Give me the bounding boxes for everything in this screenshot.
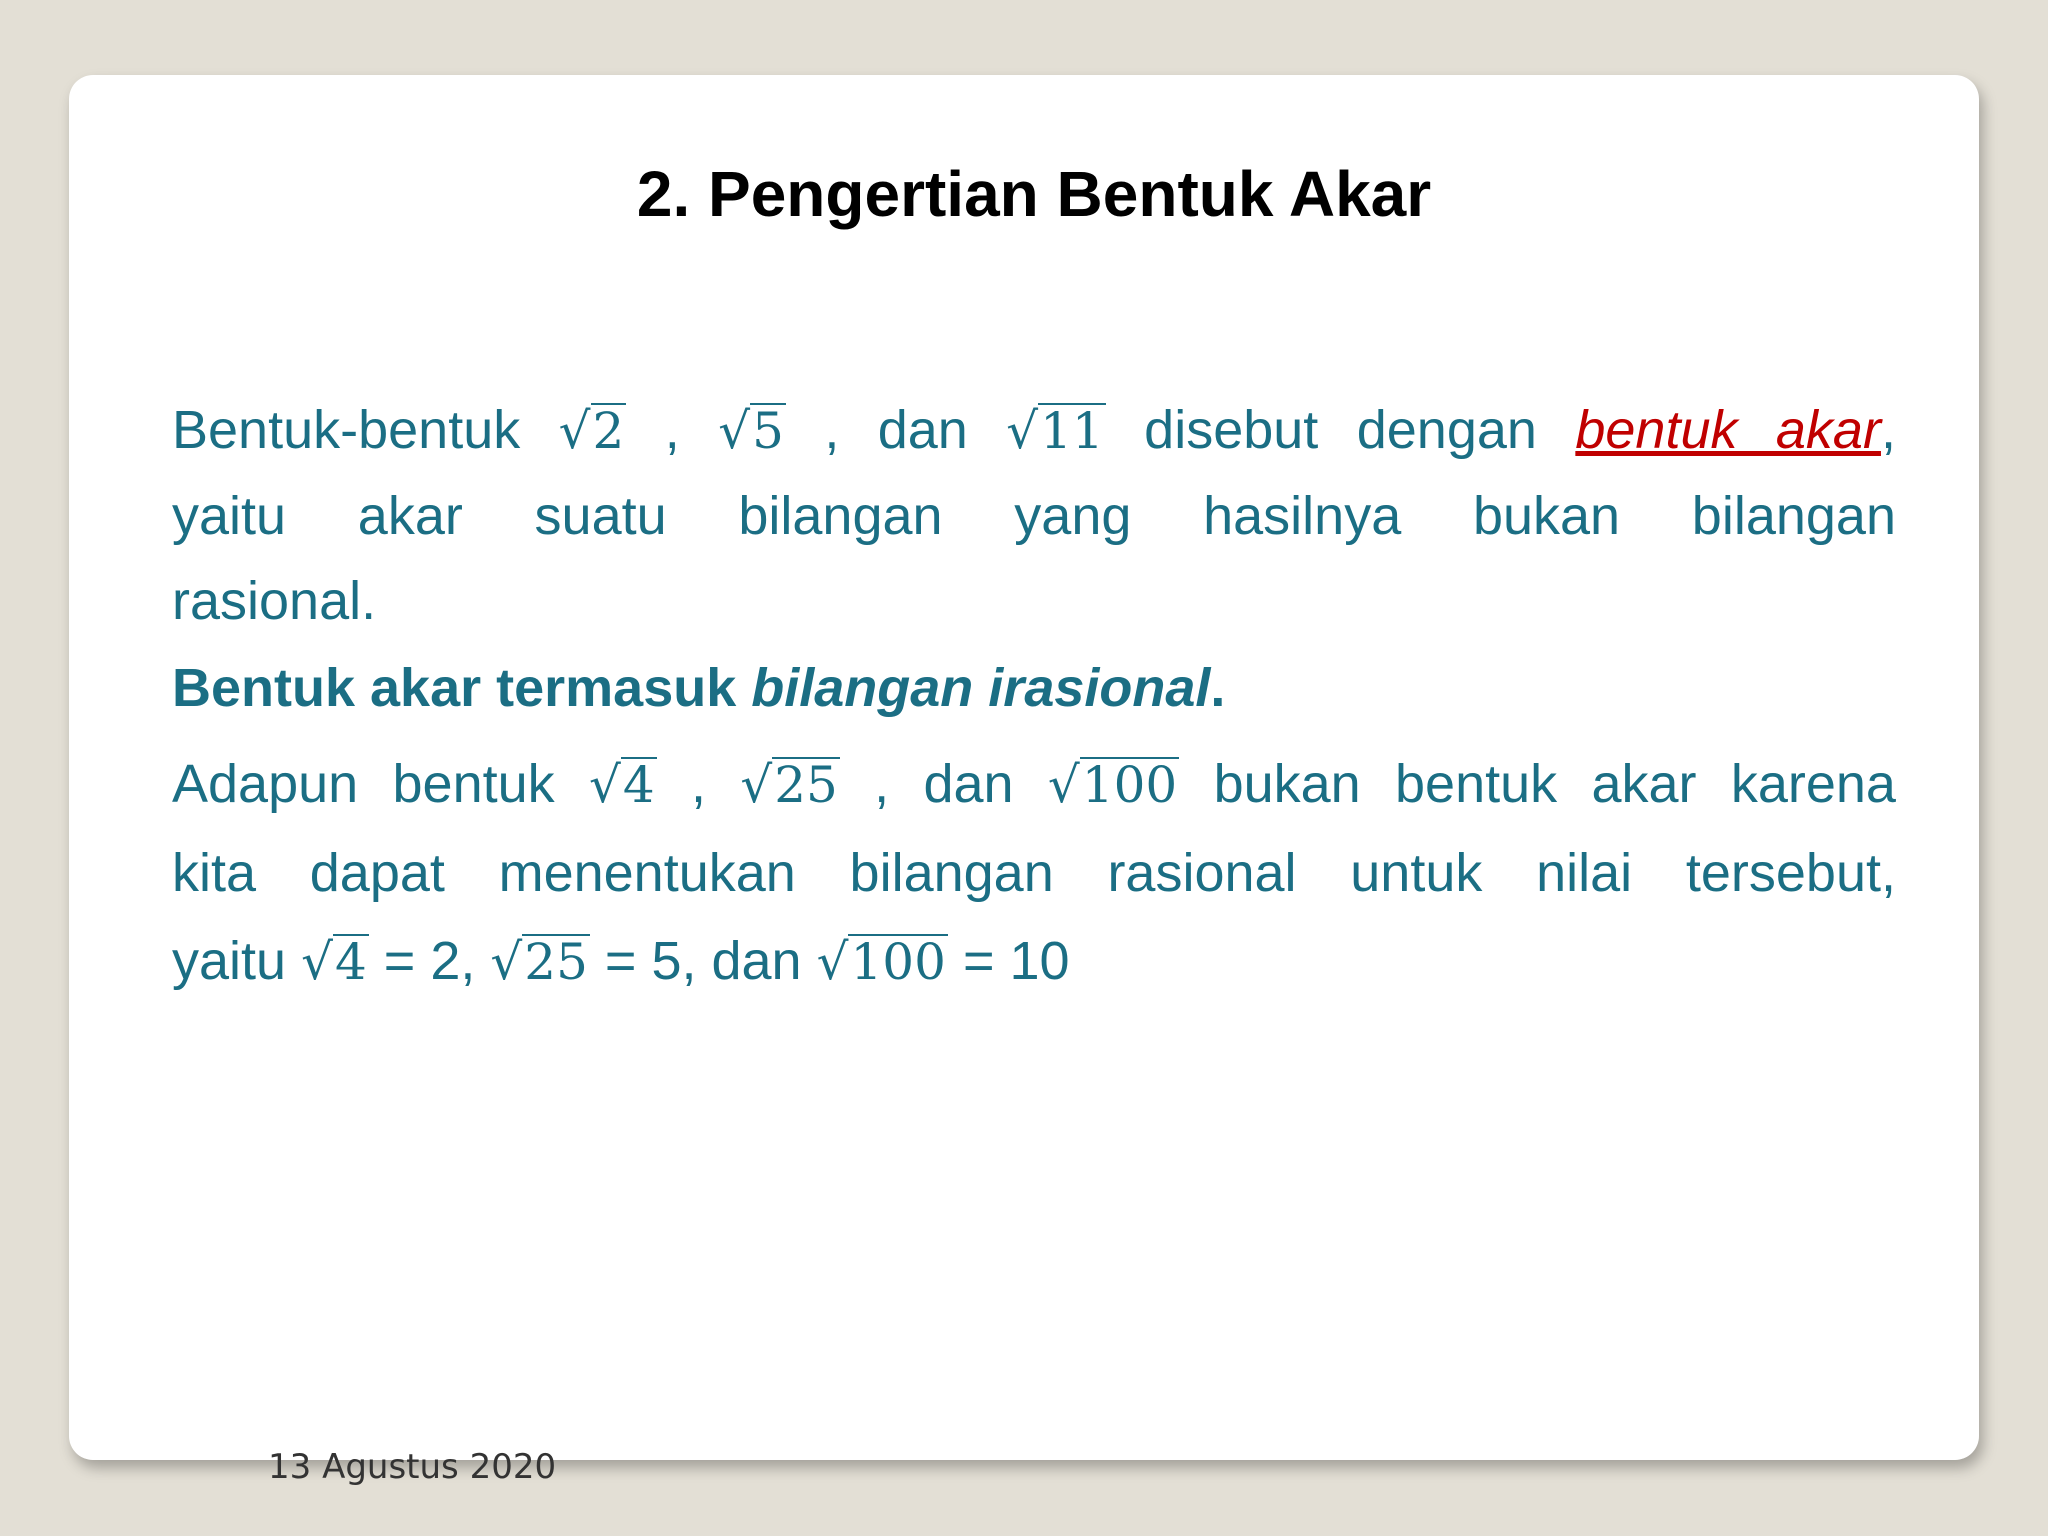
radical-sign-icon: √ [1006,402,1039,460]
equation-result: = 2, [383,931,476,991]
non-root-lead: Adapun bentuk [172,754,555,814]
separator-dan: , dan [824,400,968,460]
equation-result: = 5, dan [604,931,802,991]
sqrt-2: √2 [558,402,625,460]
sqrt-25: √25 [740,756,838,814]
definition-mid: disebut dengan [1144,400,1537,460]
radical-sign-icon: √ [718,402,751,460]
irrational-lead: Bentuk akar termasuk [172,658,737,718]
sqrt-5: √5 [718,402,784,460]
slide-body [172,388,1896,1006]
sqrt-25-eq: √25 [490,933,588,991]
radical-sign-icon: √ [301,933,333,991]
separator: , [664,400,680,460]
radical-sign-icon: √ [816,933,849,991]
radical-sign-icon: √ [490,933,523,991]
slide-title: 2. Pengertian Bentuk Akar [636,158,1432,230]
non-root-line-2: kita dapat menentukan bilangan rasional untuk nilai tersebut, [172,843,1896,903]
non-root-paragraph [172,740,1896,1006]
sqrt-11: √11 [1006,402,1104,460]
term-bentuk-akar: bentuk akar, [1575,400,1896,460]
footer-date: 13 Agustus 2020 [268,1447,557,1487]
definition-line-3: rasional. [172,571,377,631]
irrational-statement: Bentuk akar termasuk bilangan irasional. [172,658,1226,718]
non-root-tail: bukan bentuk akar karena [1213,754,1896,814]
irrational-emphasis: bilangan irasional [751,658,1211,718]
non-root-line-3: yaitu √4 = 2, √25 = 5, dan √100 = 10 [172,917,1896,1006]
separator-dan: , dan [874,754,1014,814]
sqrt-4-eq: √4 [301,933,367,991]
sqrt-100: √100 [1047,756,1178,814]
definition-lead: Bentuk-bentuk [172,400,521,460]
radical-sign-icon: √ [1047,756,1080,814]
slide-card [69,75,1979,1460]
radical-sign-icon: √ [740,756,773,814]
non-root-line-1 [172,740,1896,829]
definition-paragraph [172,388,1896,644]
radical-sign-icon: √ [588,756,621,814]
definition-line-1 [172,388,1896,474]
radical-sign-icon: √ [558,402,591,460]
sqrt-4: √4 [588,756,655,814]
sqrt-100-eq: √100 [816,933,946,991]
definition-line-2: yaitu akar suatu bilangan yang hasilnya bukan bilangan [172,486,1896,546]
equation-result: = 10 [962,931,1070,991]
separator: , [690,754,706,814]
